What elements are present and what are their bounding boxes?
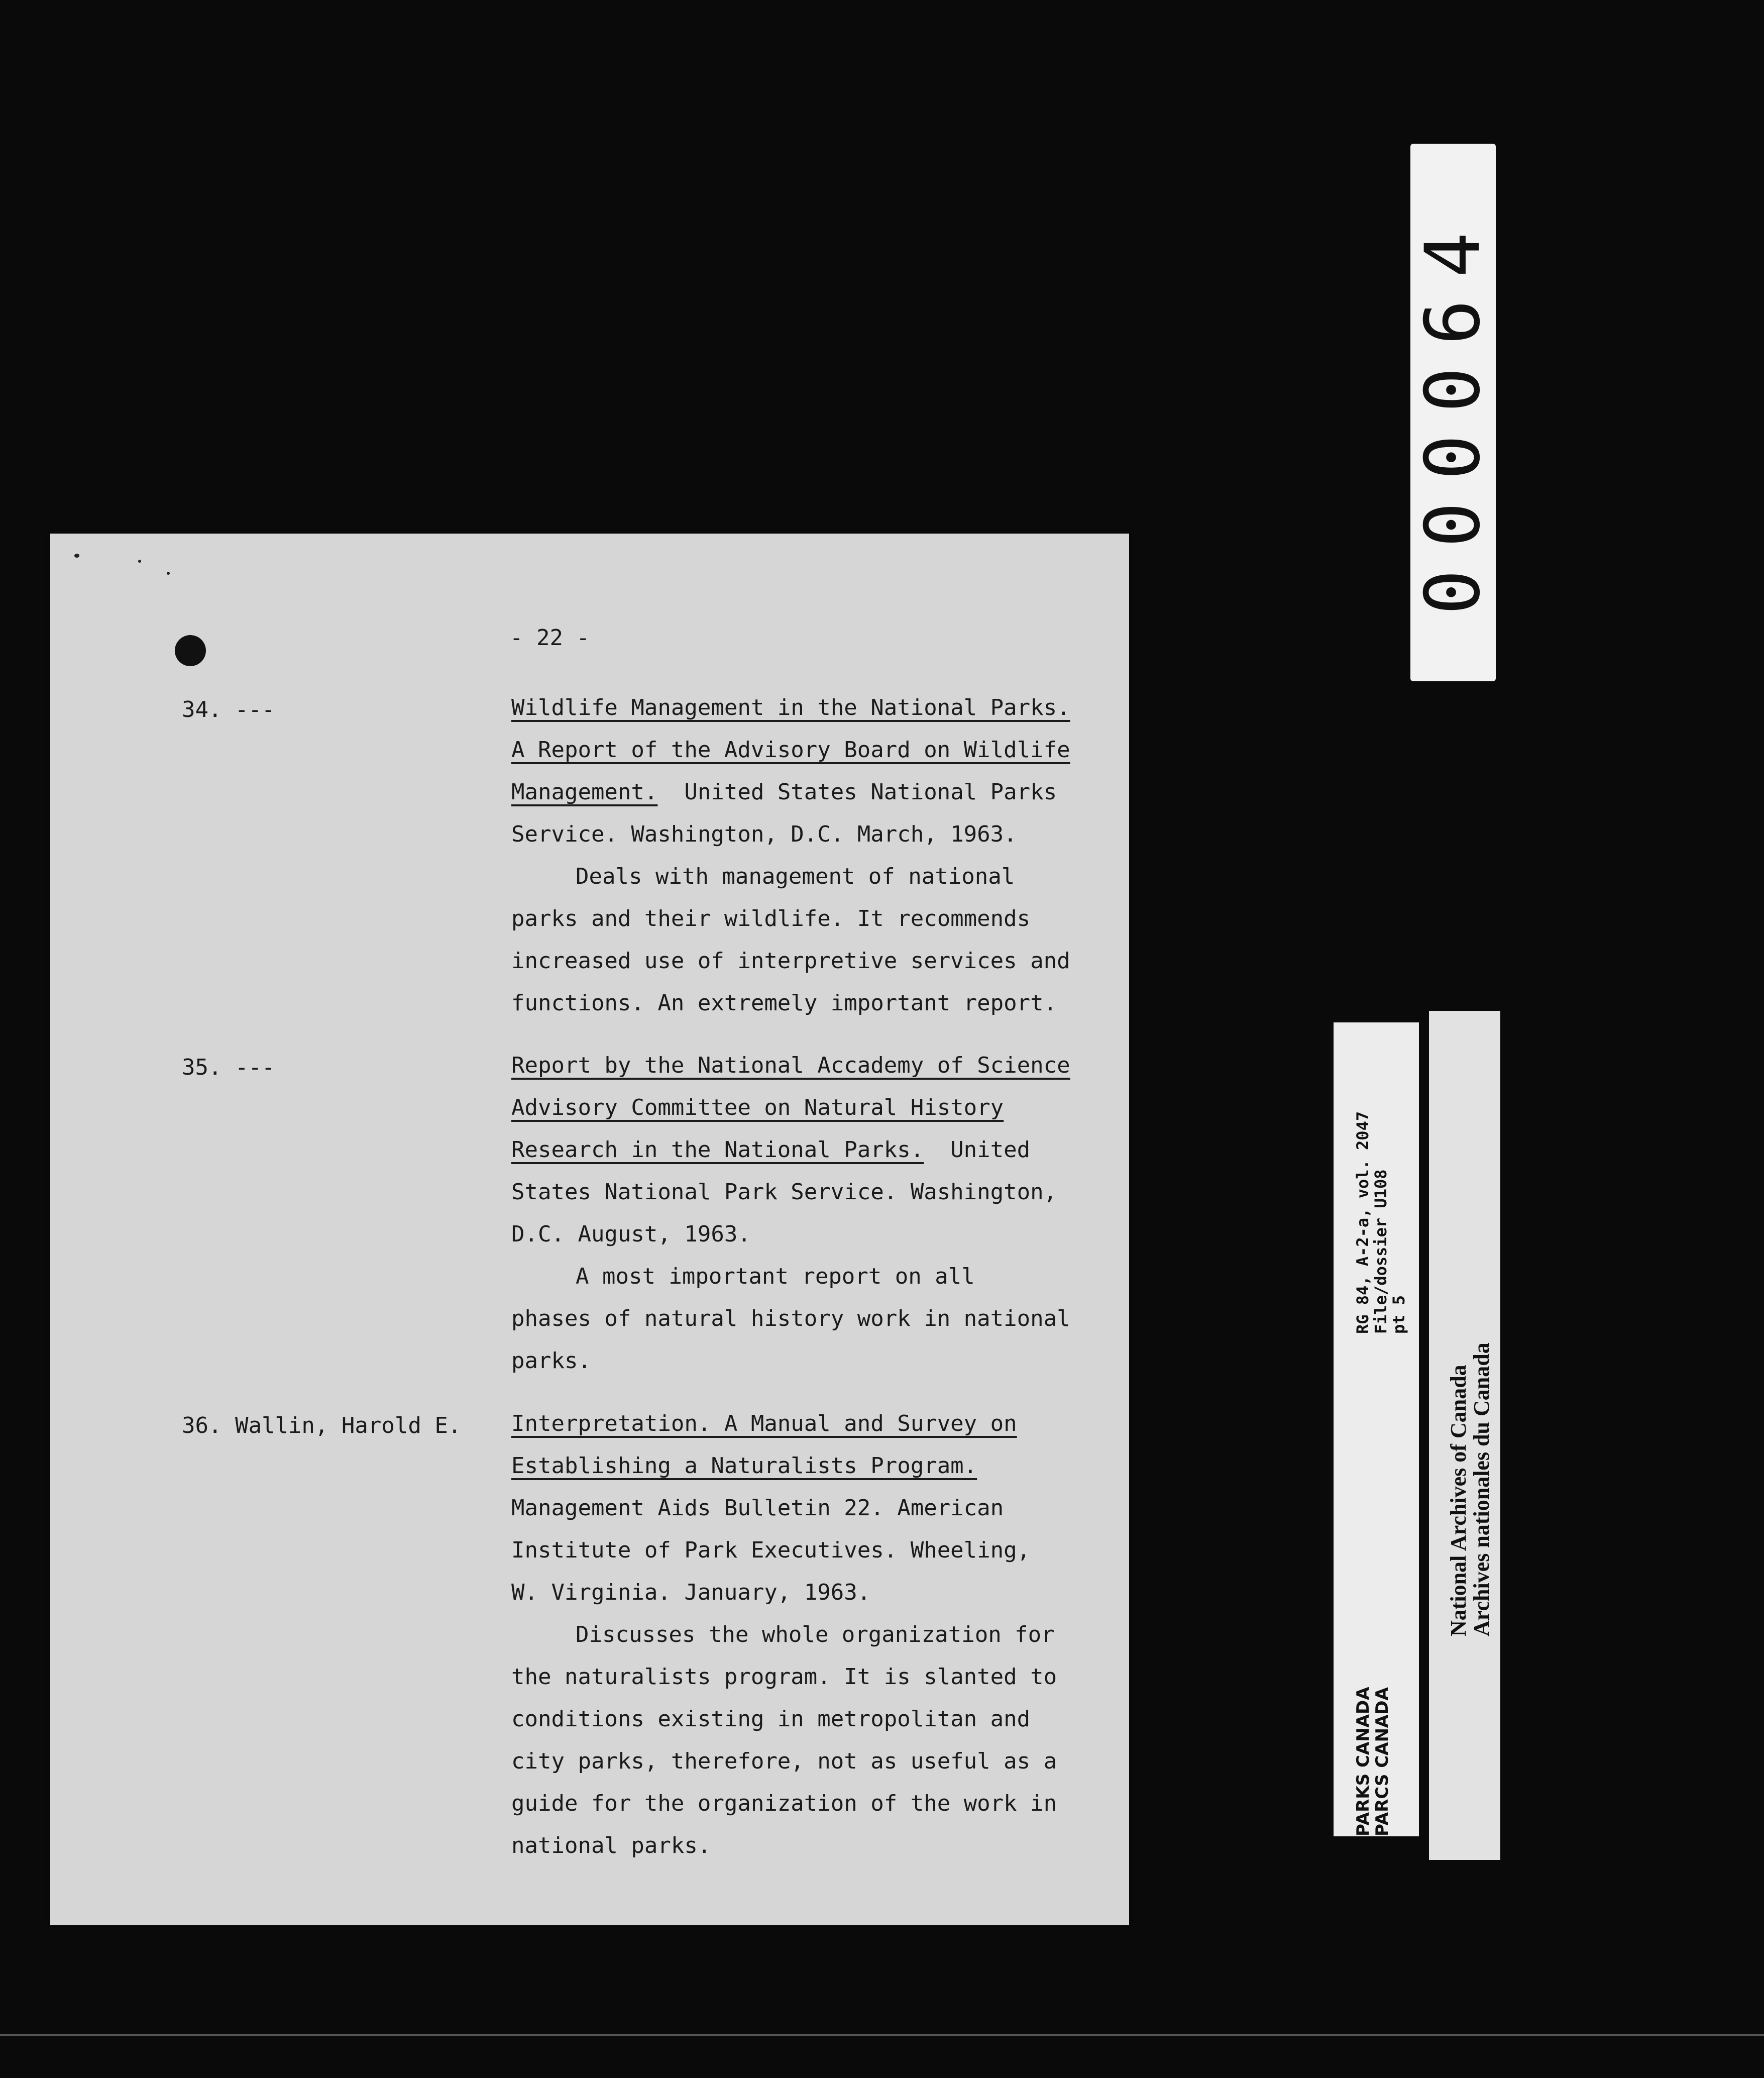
- citation-text: Management Aids Bulletin 22. American: [511, 1495, 1004, 1521]
- citation-text: functions. An extremely important report.: [511, 990, 1057, 1016]
- citation-line: [511, 1045, 1104, 1087]
- citation-line: [511, 687, 1104, 729]
- citation-text: W. Virginia. January, 1963.: [511, 1580, 871, 1605]
- page-speck: [167, 572, 170, 575]
- citation-line: [511, 1614, 1104, 1656]
- page-number: - 22 -: [510, 625, 590, 651]
- stamp-org-line-1: PARKS CANADA: [1353, 1687, 1373, 1836]
- citation-line: [511, 1656, 1104, 1698]
- page-speck: [74, 554, 79, 558]
- citation-line: [511, 1171, 1104, 1213]
- citation-line: [511, 1825, 1104, 1867]
- entry-number: 36. Wallin, Harold E.: [182, 1413, 462, 1438]
- citation-text: phases of natural history work in national: [511, 1306, 1070, 1331]
- national-archives-label: [1429, 1011, 1500, 1860]
- film-frame-number: 000064: [1409, 210, 1497, 615]
- citation-line: [511, 1213, 1104, 1256]
- archive-reference-stamp: [1334, 1022, 1419, 1836]
- citation-line: [511, 940, 1104, 982]
- citation-text: increased use of interpretive services and: [511, 948, 1070, 974]
- citation-title-text: Establishing a Naturalists Program.: [511, 1453, 977, 1479]
- film-frame-number-label: [1410, 144, 1496, 681]
- citation-text: national parks.: [511, 1833, 711, 1858]
- stamp-ref-line-2: File/dossier U108: [1371, 1169, 1390, 1334]
- citation-line: [511, 1487, 1104, 1529]
- citation-line: [511, 1572, 1104, 1614]
- citation-line: [511, 1298, 1104, 1340]
- citation-text: D.C. August, 1963.: [511, 1221, 751, 1247]
- entry-citation: [511, 687, 1104, 1024]
- citation-line: [511, 1087, 1104, 1129]
- entry-number: 35. ---: [182, 1055, 275, 1080]
- entry-number: 34. ---: [182, 697, 275, 722]
- punch-hole: [175, 635, 206, 666]
- citation-line: [511, 1445, 1104, 1487]
- citation-title-text: Interpretation. A Manual and Survey on: [511, 1411, 1017, 1436]
- citation-text: city parks, therefore, not as useful as a: [511, 1748, 1057, 1774]
- stamp-org-line-2: PARCS CANADA: [1372, 1687, 1392, 1836]
- citation-line: [511, 771, 1104, 813]
- archive-line-2: Archives nationales du Canada: [1469, 1342, 1494, 1636]
- citation-title-text: Wildlife Management in the National Parks.: [511, 695, 1070, 720]
- citation-title-text: Management.: [511, 779, 658, 805]
- citation-text: United: [924, 1137, 1031, 1163]
- citation-text: guide for the organization of the work in: [511, 1791, 1057, 1816]
- citation-text: A most important report on all: [576, 1264, 975, 1289]
- citation-title-text: Research in the National Parks.: [511, 1137, 924, 1163]
- citation-line: [511, 982, 1104, 1024]
- citation-title-text: Advisory Committee on Natural History: [511, 1095, 1004, 1120]
- document-page: [50, 534, 1129, 1925]
- citation-line: [511, 1740, 1104, 1783]
- citation-text: United States National Parks: [657, 779, 1057, 805]
- stamp-ref-line-1: RG 84, A-2-a, vol. 2047: [1353, 1111, 1372, 1334]
- archive-label-text: [1447, 1342, 1493, 1636]
- entry-citation: [511, 1045, 1104, 1382]
- stamp-organization: [1354, 1687, 1392, 1836]
- citation-text: States National Park Service. Washington,: [511, 1179, 1057, 1205]
- page-speck: [138, 560, 141, 563]
- citation-line: [511, 1698, 1104, 1740]
- citation-line: [511, 729, 1104, 771]
- citation-text: Institute of Park Executives. Wheeling,: [511, 1537, 1031, 1563]
- citation-text: parks.: [511, 1348, 591, 1374]
- citation-line: [511, 1403, 1104, 1445]
- citation-text: Service. Washington, D.C. March, 1963.: [511, 821, 1017, 847]
- citation-text: parks and their wildlife. It recommends: [511, 906, 1031, 931]
- citation-text: the naturalists program. It is slanted to: [511, 1664, 1057, 1690]
- citation-text: Discusses the whole organization for: [576, 1622, 1055, 1647]
- citation-text: conditions existing in metropolitan and: [511, 1706, 1031, 1732]
- stamp-ref-line-3: pt 5: [1389, 1295, 1408, 1334]
- citation-line: [511, 1340, 1104, 1382]
- citation-title-text: A Report of the Advisory Board on Wildlife: [511, 737, 1070, 763]
- citation-line: [511, 813, 1104, 856]
- citation-line: [511, 898, 1104, 940]
- citation-line: [511, 1529, 1104, 1572]
- citation-line: [511, 1129, 1104, 1171]
- citation-line: [511, 856, 1104, 898]
- citation-line: [511, 1783, 1104, 1825]
- citation-title-text: Report by the National Accademy of Science: [511, 1053, 1070, 1078]
- citation-text: Deals with management of national: [576, 864, 1015, 889]
- archive-line-1: National Archives of Canada: [1446, 1365, 1471, 1636]
- scan-edge-line: [0, 2034, 1764, 2036]
- entry-citation: [511, 1403, 1104, 1867]
- stamp-reference: [1354, 1111, 1408, 1334]
- citation-line: [511, 1256, 1104, 1298]
